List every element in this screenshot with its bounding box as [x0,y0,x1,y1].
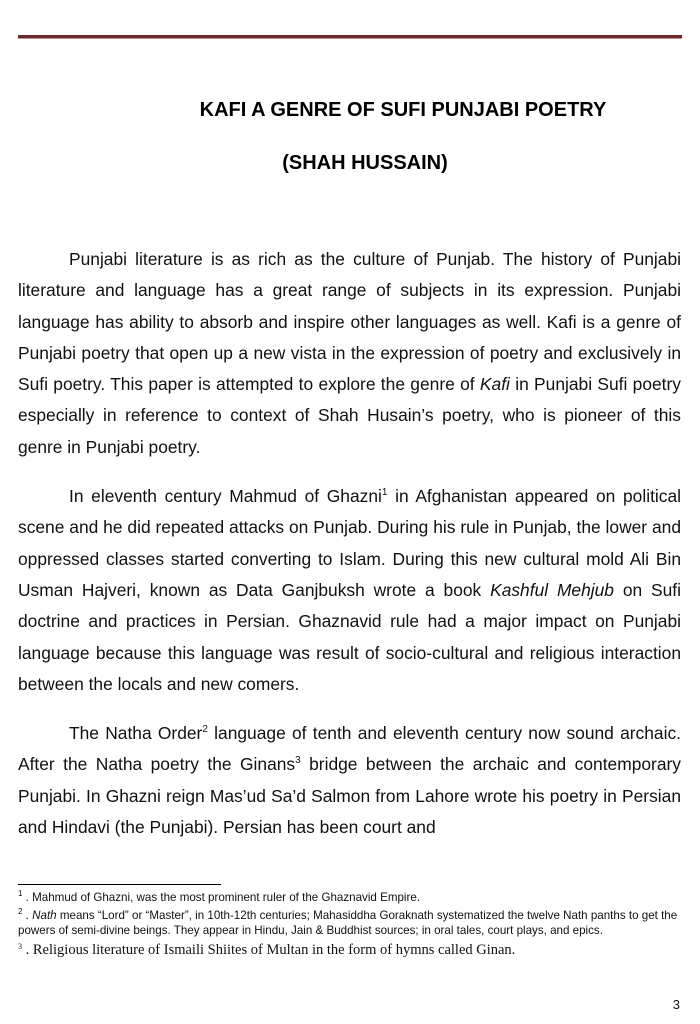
footnotes [18,890,682,961]
footnote-2-emphasis: Nath [32,908,57,922]
paper-subtitle: (SHAH HUSSAIN) [282,152,448,174]
paragraph-2-emphasis: Kashful Mehjub [490,579,614,600]
paragraph-3-text-c: bridge between the archaic and contemporary Punjabi. In Ghazni reign Mas’ud Sa’d Salmon from Lahore wrote his poetry in Persian and Hindavi (the Punjabi). Persian has been court and [18,754,681,838]
footnote-1 [18,890,682,906]
footnote-2-number: 2 [18,906,23,916]
paragraph-1-text-a: Punjabi literature is as rich as the culture of Punjab. The history of Punjabi literature and language has a great range of subjects in its expression. Punjabi language has ability to absorb and inspire other languages as well. Kafi is a genre of Punjabi poetry that open up a new vista in the expression of poetry and exclusively in Sufi poetry. This paper is attempted to explore the genre of [18,249,681,395]
footnote-2-text: means “Lord” or “Master”, in 10th-12th centuries; Mahasiddha Goraknath systematized the twelve Nath panths to get the powers of semi-divine beings. They appear in Hindu, Jain & Buddhist sources; in oral tales, court plays, and epics. [18,908,678,937]
paragraph-2-text-c: on Sufi doctrine and practices in Persian. Ghaznavid rule had a major impact on Punjabi language because this language was result of socio-cultural and religious interaction between the locals and new comers. [18,579,681,694]
footnote-3-number: 3 [18,941,22,951]
main-text [18,244,681,861]
paragraph-3-text-b: language of tenth and eleventh century now sound archaic. After the Natha poetry the Ginans [18,723,681,775]
footnote-3-text: . Religious literature of Ismaili Shiites of Multan in the form of hymns called Ginan. [22,941,516,958]
page-number: 3 [672,997,680,1012]
paragraph-2-text-a: In eleventh century Mahmud of Ghazni [69,486,382,507]
paragraph-2-text-b: in Afghanistan appeared on political scene and he did repeated attacks on Punjab. During his rule in Punjab, the lower and oppressed classes started converting to Islam. During this new cultural mold Ali Bin Usman Hajveri, known as Data Ganjbuksh wrote a book [18,486,681,600]
paragraph-1 [18,244,681,463]
footnote-ref-1[interactable]: 1 [381,487,388,499]
header-rule [18,35,682,39]
footnote-ref-3[interactable]: 3 [295,755,301,767]
footnote-2-prefix: . [22,908,33,922]
footnote-1-text: . Mahmud of Ghazni, was the most prominent ruler of the Ghaznavid Empire. [22,891,421,904]
paragraph-3 [18,718,681,843]
footnote-2 [18,908,682,939]
paragraph-3-text-a: The Natha Order [69,723,203,744]
paragraph-2 [18,481,681,700]
paragraph-1-emphasis: Kafi [479,374,510,395]
footnote-rule [18,884,221,885]
footnote-ref-2[interactable]: 2 [202,724,208,736]
footnote-3 [18,941,682,959]
paper-title: KAFI A GENRE OF SUFI PUNJABI POETRY [199,99,607,121]
footnote-1-number: 1 [18,889,23,898]
paragraph-1-text-b: in Punjabi Sufi poetry especially in reference to context of Shah Husain’s poetry, who is pioneer of this genre in Punjabi poetry. [18,374,681,457]
